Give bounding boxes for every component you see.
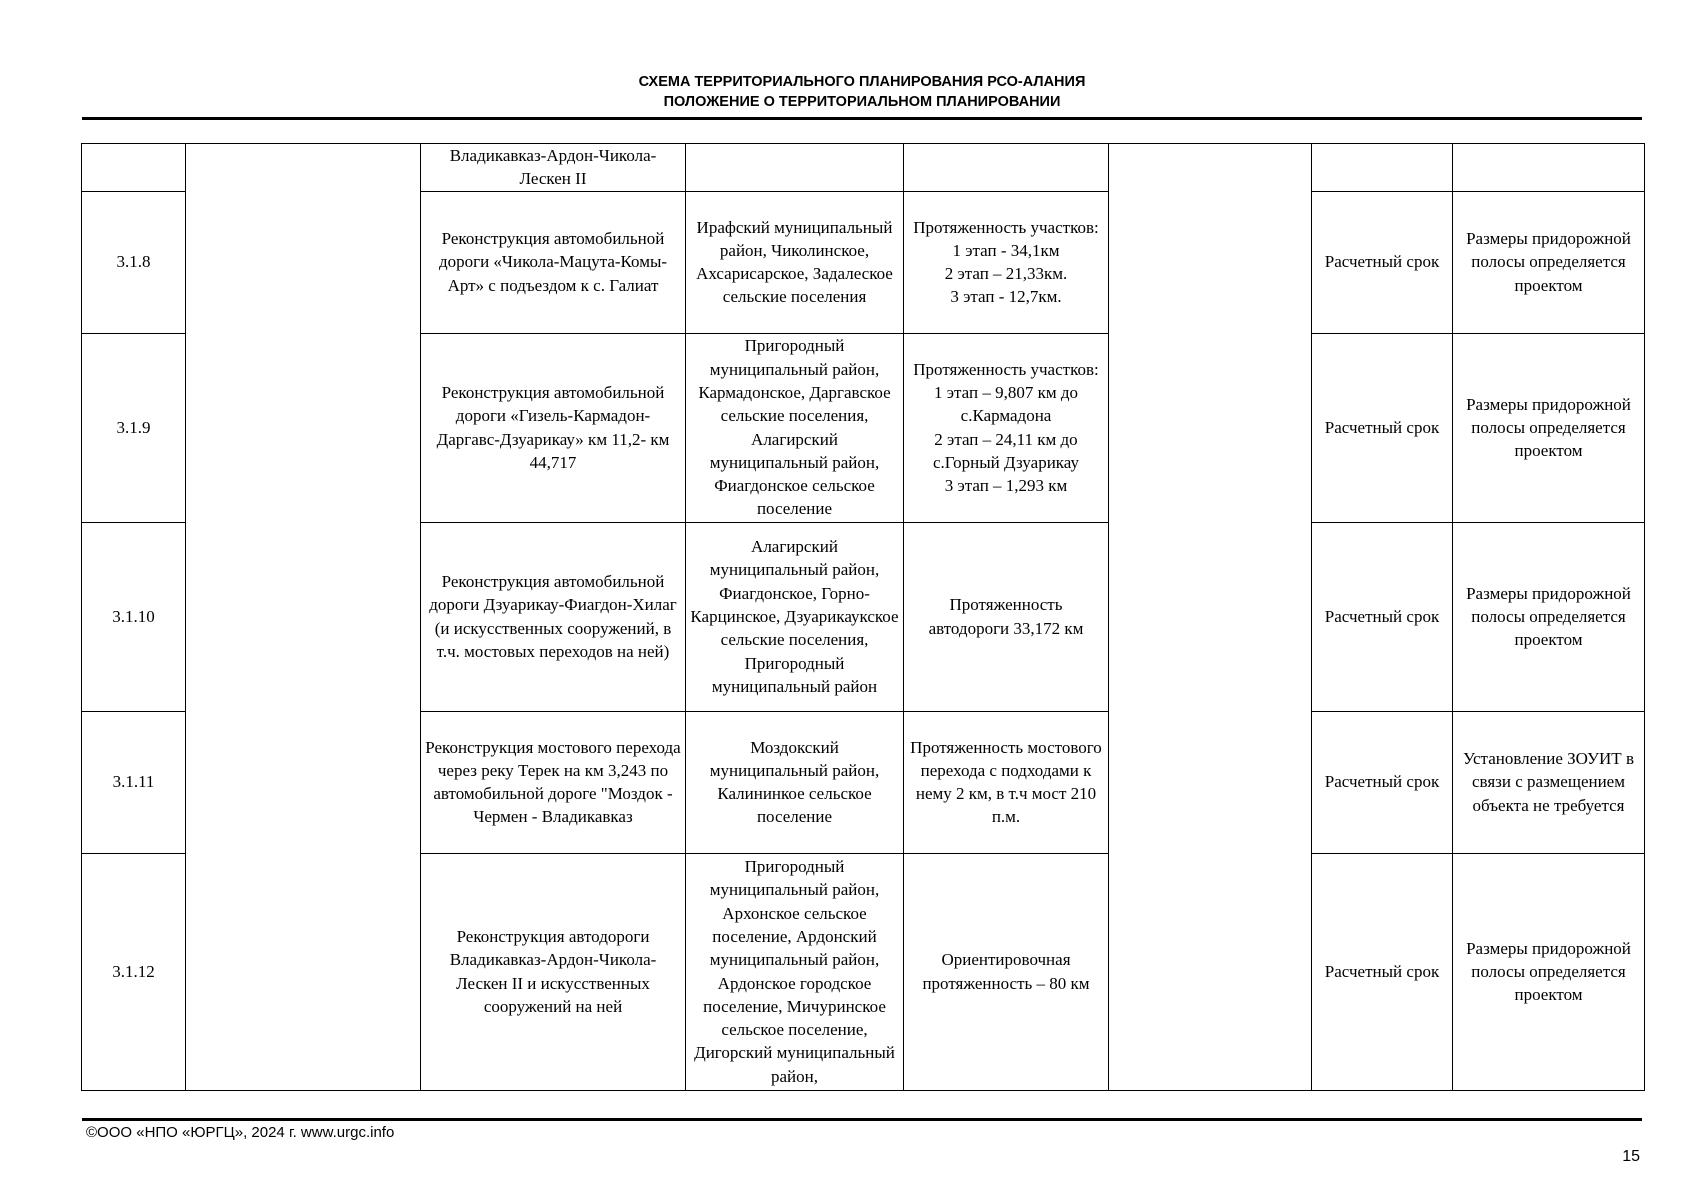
header-title: СХЕМА ТЕРРИТОРИАЛЬНОГО ПЛАНИРОВАНИЯ РСО-АЛАНИЯ [638,74,1086,90]
cell-characteristics: Протяженность автодороги 33,172 км [904,522,1109,711]
cell-term: Расчетный срок [1312,333,1453,522]
cell-term: Расчетный срок [1312,191,1453,333]
cell-location: Ирафский муниципальный район, Чиколинское, Ахсарисарское, Задалеское сельские поселения [686,191,904,333]
footer-rule [82,1118,1642,1121]
cell-term: Расчетный срок [1312,711,1453,853]
cell-name: Реконструкция автомобильной дороги Дзуарикау-Фиагдон-Хилаг (и искусственных сооружений, в т.ч. мостовых переходов на ней) [421,522,686,711]
cell-name: Реконструкция автодороги Владикавказ-Ардон-Чикола-Лескен II и искусственных сооружений на ней [421,853,686,1090]
cell-merged-empty-a [186,144,421,1091]
footer-copyright: ©ООО «НПО «ЮРГЦ», 2024 г. www.urgc.info [86,1124,395,1141]
cell-location: Алагирский муниципальный район, Фиагдонское, Горно-Карцинское, Дзуарикаукское сельские поселения, Пригородный муниципальный район [686,522,904,711]
cell-characteristics: Протяженность участков: 1 этап - 34,1км 2 этап – 21,33км. 3 этап - 12,7км. [904,191,1109,333]
header-rule [82,117,1642,120]
table-row-continuation [82,144,1645,192]
cell-term: Расчетный срок [1312,853,1453,1090]
cell-empty [1312,144,1453,192]
cell-characteristics: Протяженность мостового перехода с подходами к нему 2 км, в т.ч мост 210 п.м. [904,711,1109,853]
cell-zone: Установление ЗОУИТ в связи с размещением объекта не требуется [1453,711,1645,853]
cell-characteristics: Ориентировочная протяженность – 80 км [904,853,1109,1090]
cell-location: Пригородный муниципальный район, Архонское сельское поселение, Ардонский муниципальный район, Ардонское городское поселение, Мичуринское сельское поселение, Дигорский муниципальный район, [686,853,904,1090]
cell-num-empty [82,144,186,192]
cell-empty [686,144,904,192]
cell-num: 3.1.11 [82,711,186,853]
header-subtitle: ПОЛОЖЕНИЕ О ТЕРРИТОРИАЛЬНОМ ПЛАНИРОВАНИИ [663,94,1061,110]
cell-zone: Размеры придорожной полосы определяется проектом [1453,333,1645,522]
cell-empty [1453,144,1645,192]
cell-num: 3.1.9 [82,333,186,522]
cell-empty [904,144,1109,192]
cell-num: 3.1.12 [82,853,186,1090]
cell-term: Расчетный срок [1312,522,1453,711]
cell-merged-empty-b [1109,144,1312,1091]
cell-name-continuation: Владикавказ-Ардон-Чикола-Лескен II [421,144,686,192]
cell-zone: Размеры придорожной полосы определяется проектом [1453,191,1645,333]
document-header [82,72,1642,112]
planning-table [81,143,1645,1091]
cell-characteristics: Протяженность участков: 1 этап – 9,807 км до с.Кармадона 2 этап – 24,11 км до с.Горный Дзуарикау 3 этап – 1,293 км [904,333,1109,522]
cell-name: Реконструкция автомобильной дороги «Гизель-Кармадон-Даргавс-Дзуарикау» км 11,2- км 44,717 [421,333,686,522]
cell-zone: Размеры придорожной полосы определяется проектом [1453,522,1645,711]
cell-location: Пригородный муниципальный район, Кармадонское, Даргавское сельские поселения, Алагирский муниципальный район, Фиагдонское сельское поселение [686,333,904,522]
cell-name: Реконструкция мостового перехода через реку Терек на км 3,243 по автомобильной дороге "Моздок - Чермен - Владикавказ [421,711,686,853]
cell-zone: Размеры придорожной полосы определяется проектом [1453,853,1645,1090]
cell-name: Реконструкция автомобильной дороги «Чикола-Мацута-Комы-Арт» с подъездом к с. Галиат [421,191,686,333]
cell-num: 3.1.10 [82,522,186,711]
cell-num: 3.1.8 [82,191,186,333]
page-number: 15 [1622,1148,1640,1165]
cell-location: Моздокский муниципальный район, Калининкое сельское поселение [686,711,904,853]
